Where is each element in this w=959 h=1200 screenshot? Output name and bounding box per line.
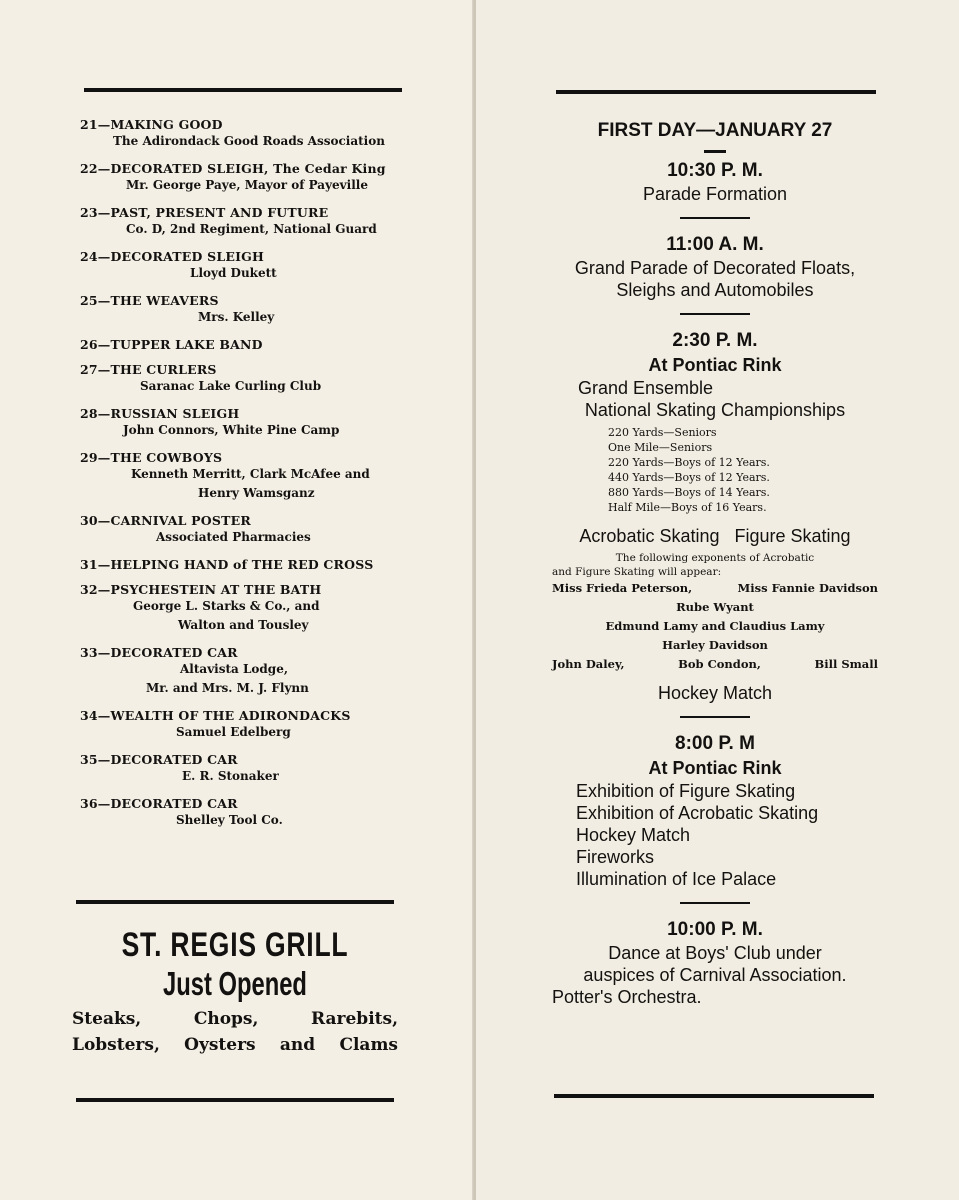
performer-name: Rube Wyant: [676, 600, 754, 614]
event-text: auspices of Carnival Association.: [583, 965, 847, 985]
list-item: [80, 362, 410, 396]
event-text: Exhibition of Acrobatic Skating: [576, 803, 819, 823]
list-item: [80, 293, 410, 327]
ad-menu-row: [70, 1009, 400, 1029]
entry-title: 22—DECORATED SLEIGH, The Cedar King: [80, 161, 386, 176]
divider: [680, 902, 750, 904]
event-list: [552, 780, 878, 890]
entry-title: 32—PSYCHESTEIN AT THE BATH: [80, 582, 322, 597]
entry-list: [80, 117, 410, 840]
ad-item: Clams: [339, 1035, 398, 1055]
entry-title: 35—DECORATED CAR: [80, 752, 238, 767]
entry-subtitle: Lloyd Dukett: [190, 266, 277, 280]
event-time: 11:00 A. M.: [666, 234, 764, 255]
ad-title: ST. REGIS GRILL: [121, 926, 349, 964]
event-text: Hockey Match: [576, 825, 691, 845]
event-text: Hockey Match: [657, 683, 773, 703]
top-rule-left: [84, 88, 402, 92]
race-item: One Mile—Seniors: [608, 441, 713, 454]
list-item: [80, 117, 410, 151]
event-text: Sleighs and Automobiles: [616, 280, 814, 300]
list-item: [80, 645, 410, 698]
event-venue: At Pontiac Rink: [648, 758, 782, 778]
list-item: [80, 582, 410, 635]
event-text: Grand Ensemble: [578, 378, 714, 398]
entry-title: 34—WEALTH OF THE ADIRONDACKS: [80, 708, 351, 723]
performer-name: John Daley,: [552, 657, 625, 671]
list-item: [80, 249, 410, 283]
entry-title: 28—RUSSIAN SLEIGH: [80, 406, 240, 421]
ad-bottom-rule: [76, 1098, 394, 1102]
entry-title: 26—TUPPER LAKE BAND: [80, 337, 263, 352]
performer-name: Edmund Lamy and Claudius Lamy: [605, 619, 825, 633]
divider: [680, 716, 750, 718]
top-rule-right: [556, 90, 876, 94]
entry-subtitle: George L. Starks & Co., and: [133, 599, 320, 613]
event-text: Illumination of Ice Palace: [576, 869, 777, 889]
entry-subtitle: Mr. George Paye, Mayor of Payeville: [126, 178, 368, 192]
performer-name: Bill Small: [814, 657, 878, 671]
entry-title: 23—PAST, PRESENT AND FUTURE: [80, 205, 329, 220]
race-item: Half Mile—Boys of 16 Years.: [608, 501, 767, 514]
divider: [704, 150, 726, 153]
entry-title: 21—MAKING GOOD: [80, 117, 223, 132]
list-item: [80, 752, 410, 786]
performer-row: [552, 579, 878, 598]
ad-item: Lobsters,: [72, 1035, 160, 1055]
race-item: 220 Yards—Boys of 12 Years.: [608, 456, 770, 469]
event-text: Acrobatic Skating Figure Skating: [579, 526, 851, 546]
ad-menu-row: [70, 1035, 400, 1055]
entry-title: 29—THE COWBOYS: [80, 450, 223, 465]
race-item: 220 Yards—Seniors: [608, 426, 717, 439]
performer-name: Miss Frieda Peterson,: [552, 581, 693, 595]
list-item: [80, 337, 410, 352]
list-item: [80, 513, 410, 547]
schedule-heading: FIRST DAY—JANUARY 27: [597, 120, 833, 141]
entry-subtitle: Altavista Lodge,: [180, 662, 289, 676]
ad-subtitle: Just Opened: [163, 965, 307, 1002]
performer-name: Bob Condon,: [678, 657, 761, 671]
performer-name: Harley Davidson: [662, 638, 768, 652]
list-item: [80, 406, 410, 440]
list-item: [80, 450, 410, 503]
list-item: [80, 205, 410, 239]
list-item: [80, 161, 410, 195]
list-item: [80, 557, 410, 572]
entry-title: 25—THE WEAVERS: [80, 293, 219, 308]
ad-item: Rarebits,: [311, 1009, 398, 1029]
divider: [680, 313, 750, 315]
entry-subtitle: Walton and Tousley: [178, 618, 309, 632]
event-text: Potter's Orchestra.: [552, 987, 702, 1007]
list-item: [80, 708, 410, 742]
event-text: Parade Formation: [642, 184, 788, 204]
event-venue: At Pontiac Rink: [648, 355, 782, 375]
event-time: 10:30 P. M.: [667, 160, 763, 181]
ad-item: Oysters: [184, 1035, 256, 1055]
ad-item: Chops,: [193, 1009, 259, 1029]
advertisement: [70, 918, 400, 1055]
event-time: 8:00 P. M: [675, 733, 755, 754]
entry-subtitle: Saranac Lake Curling Club: [140, 379, 322, 393]
left-page: [0, 0, 474, 1200]
entry-subtitle: John Connors, White Pine Camp: [123, 423, 340, 437]
event-text: Dance at Boys' Club under: [608, 943, 822, 963]
entry-title: 30—CARNIVAL POSTER: [80, 513, 251, 528]
list-item: [80, 796, 410, 830]
entry-subtitle: Henry Wamsganz: [198, 486, 315, 500]
performer-name: Miss Fannie Davidson: [737, 581, 878, 595]
note-text: and Figure Skating will appear:: [552, 566, 722, 578]
performer-row: [552, 655, 878, 674]
divider: [680, 217, 750, 219]
race-item: 440 Yards—Boys of 12 Years.: [608, 471, 770, 484]
entry-subtitle: Associated Pharmacies: [156, 530, 311, 544]
entry-title: 33—DECORATED CAR: [80, 645, 238, 660]
ad-item: and: [279, 1035, 316, 1055]
entry-subtitle: Co. D, 2nd Regiment, National Guard: [126, 222, 377, 236]
race-item: 880 Yards—Boys of 14 Years.: [608, 486, 770, 499]
entry-subtitle: E. R. Stonaker: [182, 769, 279, 783]
bottom-rule-right: [554, 1094, 874, 1098]
schedule: [552, 115, 878, 1008]
entry-subtitle: Mrs. Kelley: [198, 310, 275, 324]
entry-title: 31—HELPING HAND of THE RED CROSS: [80, 557, 374, 572]
event-time: 2:30 P. M.: [672, 330, 758, 351]
entry-title: 27—THE CURLERS: [80, 362, 217, 377]
ad-top-rule: [76, 900, 394, 904]
event-text: National Skating Championships: [584, 400, 846, 420]
entry-title: 24—DECORATED SLEIGH: [80, 249, 265, 264]
event-text: Grand Parade of Decorated Floats,: [574, 258, 856, 278]
entry-subtitle: Kenneth Merritt, Clark McAfee and: [131, 467, 370, 481]
ad-item: Steaks,: [72, 1009, 142, 1029]
entry-title: 36—DECORATED CAR: [80, 796, 238, 811]
entry-subtitle: Mr. and Mrs. M. J. Flynn: [146, 681, 309, 695]
entry-subtitle: The Adirondack Good Roads Association: [113, 134, 385, 148]
note-text: The following exponents of Acrobatic: [615, 552, 815, 564]
event-text: Exhibition of Figure Skating: [576, 781, 796, 801]
event-time: 10:00 P. M.: [667, 919, 763, 940]
entry-subtitle: Samuel Edelberg: [176, 725, 291, 739]
event-text: Fireworks: [576, 847, 655, 867]
entry-subtitle: Shelley Tool Co.: [176, 813, 283, 827]
